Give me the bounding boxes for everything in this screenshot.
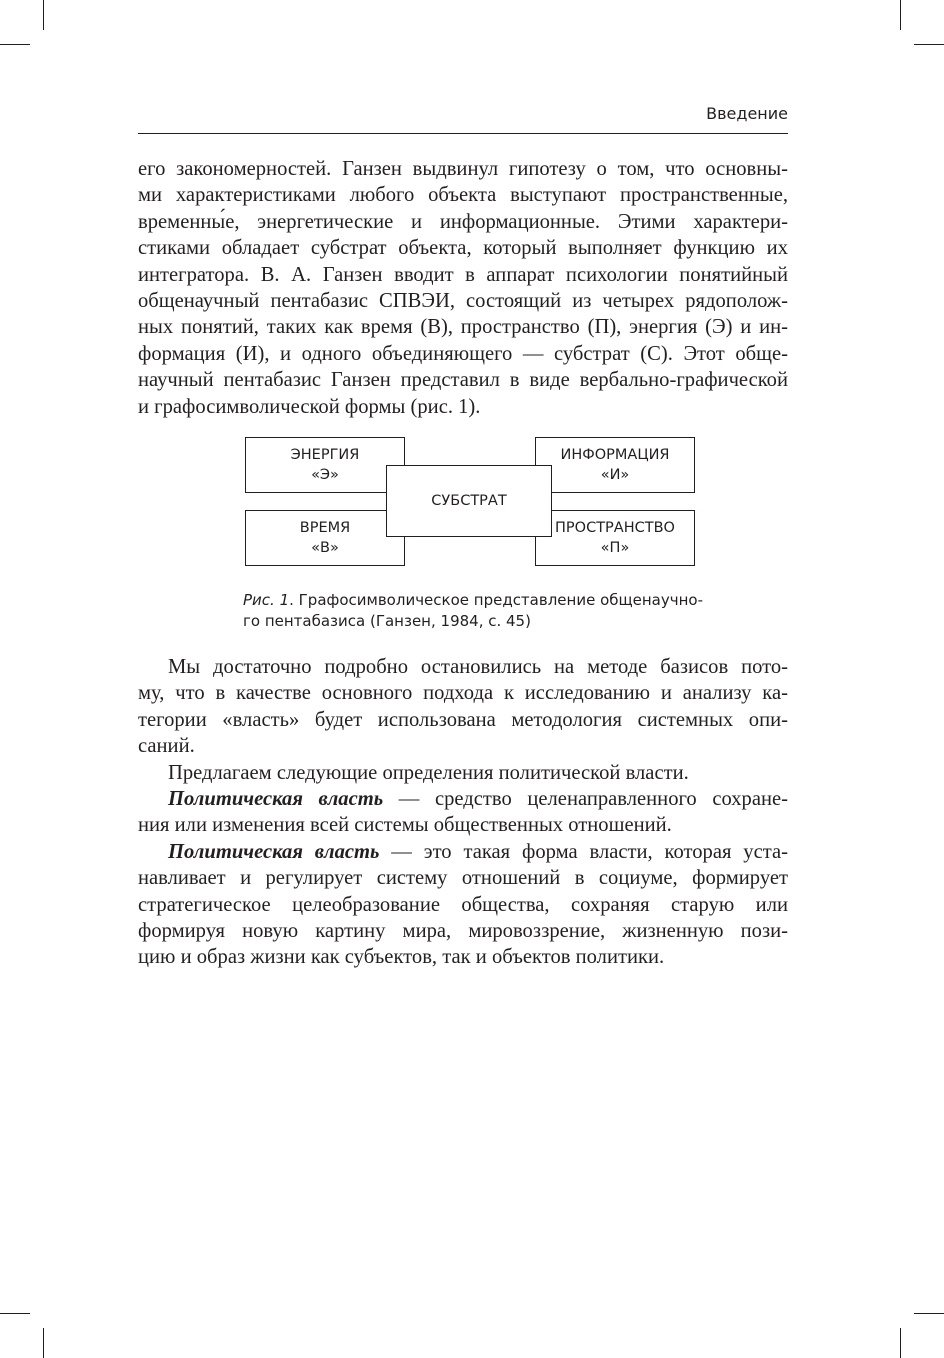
definition-1	[138, 786, 788, 812]
text-line: общенаучный пентабазис СПВЭИ, состоящий из четырех рядополож-	[138, 290, 788, 313]
caption-prefix: Рис. 1	[243, 591, 290, 609]
text-line: ния или изменения всей системы общественных отношений.	[138, 814, 672, 837]
information-label: ИНФОРМАЦИЯ	[560, 447, 670, 463]
text-line: саний.	[138, 735, 195, 758]
text-line: ми характеристиками любого объекта выступают пространственные,	[138, 184, 788, 207]
time-symbol: «В»	[311, 540, 339, 556]
text-line: научный пентабазис Ганзен представил в виде вербально-графической	[138, 369, 788, 392]
definition-term: Политическая власть	[168, 788, 384, 811]
body-section	[138, 654, 788, 971]
text-line: формируя новую картину мира, мировоззрение, жизненную пози-	[138, 920, 788, 943]
definition-text: — средство целенаправленного сохране-	[383, 788, 788, 811]
text-line: стиками обладает субстрат объекта, который выполняет функцию их	[138, 237, 788, 260]
energy-symbol: «Э»	[311, 467, 339, 483]
information-box	[535, 437, 695, 493]
crop-mark	[0, 1313, 30, 1314]
definition-2	[138, 839, 788, 865]
text-line: стратегическое целеобразование общества, сохраняя старую или	[138, 893, 788, 916]
crop-mark	[43, 0, 44, 30]
substrate-label: СУБСТРАТ	[431, 493, 507, 509]
text-line: му, что в качестве основного подхода к исследованию и анализу ка-	[138, 682, 788, 705]
energy-label: ЭНЕРГИЯ	[290, 447, 360, 463]
text-line: интегратора. В. А. Ганзен вводит в аппарат психологии понятийный	[138, 263, 788, 286]
crop-mark	[0, 44, 30, 45]
caption-text: го пентабазиса (Ганзен, 1984, с. 45)	[243, 612, 531, 630]
substrate-box	[386, 465, 552, 537]
text-line: формация (И), и одного объединяющего — субстрат (С). Этот обще-	[138, 342, 788, 365]
figure-caption	[243, 590, 703, 632]
definition-term: Политическая власть	[168, 840, 380, 863]
energy-box	[245, 437, 405, 493]
information-symbol: «И»	[600, 467, 630, 483]
text-line: Мы достаточно подробно остановились на методе базисов пото-	[168, 656, 788, 678]
running-head: Введение	[706, 104, 788, 123]
text-line: навливает и регулирует систему отношений в социуме, формирует	[138, 867, 788, 890]
time-box	[245, 510, 405, 566]
header-rule	[138, 133, 788, 134]
time-label: ВРЕМЯ	[299, 520, 351, 536]
crop-mark	[914, 1313, 944, 1314]
space-box	[535, 510, 695, 566]
crop-mark	[914, 44, 944, 45]
paragraph-1	[138, 156, 788, 420]
space-label: ПРОСТРАНСТВО	[555, 520, 675, 536]
definition-text: — это такая форма власти, которая уста-	[379, 840, 788, 863]
text-line: и графосимволической формы (рис. 1).	[138, 395, 481, 418]
text-line: цию и образ жизни как субъектов, так и объектов политики.	[138, 946, 665, 969]
caption-text: . Графосимволическое представление общенаучно-	[289, 591, 703, 609]
text-line: его закономерностей. Ганзен выдвинул гипотезу о том, что основны-	[138, 158, 788, 180]
space-symbol: «П»	[600, 540, 630, 556]
text-line: Предлагаем следующие определения политической власти.	[168, 761, 689, 784]
text-line: временны́е, энергетические и информационные. Этими характери-	[138, 210, 788, 233]
crop-mark	[900, 1328, 901, 1358]
crop-mark	[900, 0, 901, 30]
text-line: ных понятий, таких как время (В), пространство (П), энергия (Э) и ин-	[138, 316, 788, 339]
text-line: тегории «власть» будет использована методология системных опи-	[138, 708, 788, 731]
crop-mark	[43, 1328, 44, 1358]
